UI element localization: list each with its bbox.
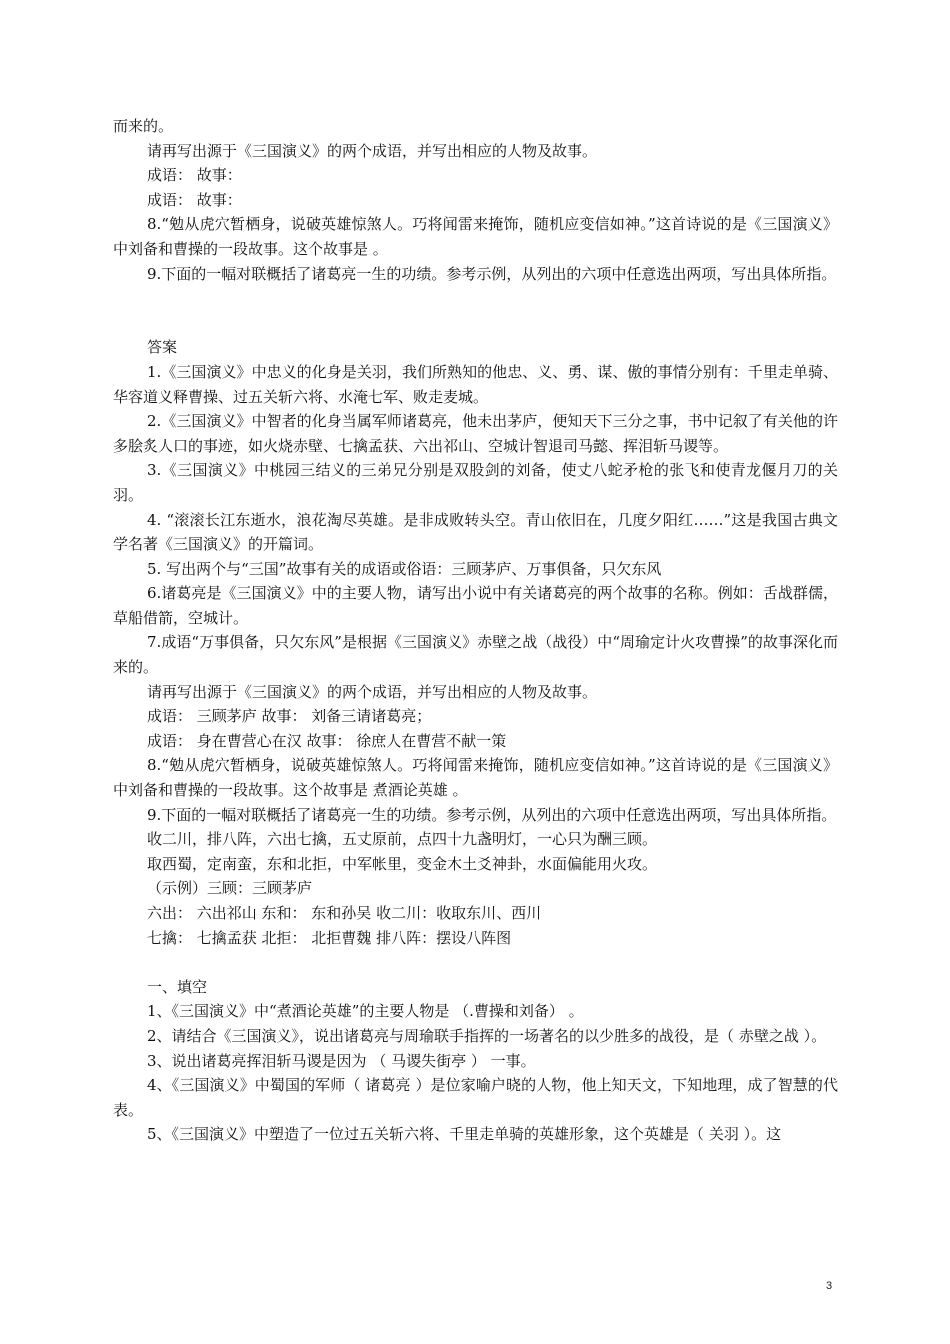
paragraph: 而来的。 bbox=[113, 117, 174, 135]
paragraph: 成语： 故事： bbox=[147, 190, 242, 209]
fill-in-block bbox=[113, 975, 838, 1147]
paragraph: 成语： 身在曹营心在汉 故事： 徐庶人在曹营不献一策 bbox=[147, 731, 507, 750]
paragraph: 9.下面的一幅对联概括了诸葛亮一生的功绩。参考示例，从列出的六项中任意选出两项，写出具体所指。 bbox=[147, 805, 837, 824]
paragraph: 5、《三国演义》中塑造了一位过五关斩六将、千里走单骑的英雄形象，这个英雄是（ 关羽 ）。这 bbox=[147, 1125, 782, 1144]
paragraph: 成语： 故事： bbox=[147, 166, 242, 185]
paragraph: 2、请结合《三国演义》，说出诸葛亮与周瑜联手指挥的一场著名的以少胜多的战役，是（ 赤壁之战 ）。 bbox=[147, 1026, 827, 1045]
paragraph: 1.《三国演义》中忠义的化身是关羽，我们所熟知的他忠、义、勇、谋、傲的事情分别有：千里走单骑、华容道义释曹操、过五关斩六将、水淹七军、败走麦城。 bbox=[113, 362, 838, 406]
paragraph: 答案 bbox=[147, 338, 178, 357]
paragraph: 5. 写出两个与“三国”故事有关的成语或俗语：三顾茅庐、万事俱备，只欠东风 bbox=[147, 559, 662, 578]
paragraph: 4、《三国演义》中蜀国的军师（ 诸葛亮 ）是位家喻户晓的人物，他上知天文，下知地理，成了智慧的代表。 bbox=[113, 1076, 838, 1119]
paragraph: 收二川，排八阵，六出七擒，五丈原前，点四十九盏明灯，一心只为酬三顾。 bbox=[147, 830, 658, 849]
paragraph: 1、《三国演义》中“煮酒论英雄”的主要人物是 （.曹操和刘备） 。 bbox=[147, 1002, 584, 1021]
paragraph: 9.下面的一幅对联概括了诸葛亮一生的功绩。参考示例，从列出的六项中任意选出两项，写出具体所指。 bbox=[147, 264, 837, 283]
paragraph: 2.《三国演义》中智者的化身当属军师诸葛亮，他未出茅庐，便知天下三分之事，书中记叙了有关他的许多脍炙人口的事迹，如火烧赤壁、七擒孟获、六出祁山、空城计智退司马懿、挥泪斩马谡等。 bbox=[113, 412, 838, 455]
paragraph: 3.《三国演义》中桃园三结义的三弟兄分别是双股剑的刘备，使丈八蛇矛枪的张飞和使青龙偃月刀的关羽。 bbox=[113, 461, 838, 504]
paragraph: 取西蜀，定南蛮，东和北拒，中军帐里，变金木土爻神卦，水面偏能用火攻。 bbox=[147, 854, 658, 873]
paragraph: （示例）三顾：三顾茅庐 bbox=[147, 879, 313, 898]
paragraph: 六出： 六出祁山 东和： 东和孙吴 收二川：收取东川、西川 bbox=[147, 904, 542, 922]
paragraph: 请再写出源于《三国演义》的两个成语，并写出相应的人物及故事。 bbox=[147, 141, 598, 160]
spacer bbox=[113, 286, 838, 311]
document-body bbox=[113, 114, 838, 1147]
paragraph: 4. “滚滚长江东逝水，浪花淘尽英雄。是非成败转头空。青山依旧在，几度夕阳红……”这是我国古典文学名著《三国演义》的开篇词。 bbox=[113, 510, 838, 554]
spacer bbox=[113, 950, 838, 975]
paragraph: 一、填空 bbox=[147, 977, 208, 996]
paragraph: 成语： 三顾茅庐 故事： 刘备三请诸葛亮； bbox=[147, 707, 432, 726]
answer-block bbox=[113, 335, 838, 950]
paragraph: 8.“勉从虎穴暂栖身，说破英雄惊煞人。巧将闻雷来掩饰，随机应变信如神。”这首诗说的是《三国演义》中刘备和曹操的一段故事。这个故事是 煮酒论英雄 。 bbox=[113, 756, 838, 800]
paragraph: 请再写出源于《三国演义》的两个成语，并写出相应的人物及故事。 bbox=[147, 682, 598, 701]
paragraph: 七擒： 七擒孟获 北拒： 北拒曹魏 排八阵：摆设八阵图 bbox=[147, 928, 512, 947]
spacer bbox=[113, 311, 838, 336]
paragraph: 8.“勉从虎穴暂栖身，说破英雄惊煞人。巧将闻雷来掩饰，随机应变信如神。”这首诗说的是《三国演义》中刘备和曹操的一段故事。这个故事是 。 bbox=[113, 215, 838, 258]
question-block bbox=[113, 114, 838, 286]
paragraph: 6.诸葛亮是《三国演义》中的主要人物，请写出小说中有关诸葛亮的两个故事的名称。例如：舌战群儒，草船借箭，空城计。 bbox=[113, 584, 838, 627]
paragraph: 7.成语“万事俱备，只欠东风”是根据《三国演义》赤壁之战（战役）中“周瑜定计火攻曹操”的故事深化而来的。 bbox=[113, 633, 838, 677]
paragraph: 3、说出诸葛亮挥泪斩马谡是因为 （ 马谡失街亭 ） 一事。 bbox=[147, 1051, 536, 1070]
page-number: 3 bbox=[826, 1280, 833, 1292]
